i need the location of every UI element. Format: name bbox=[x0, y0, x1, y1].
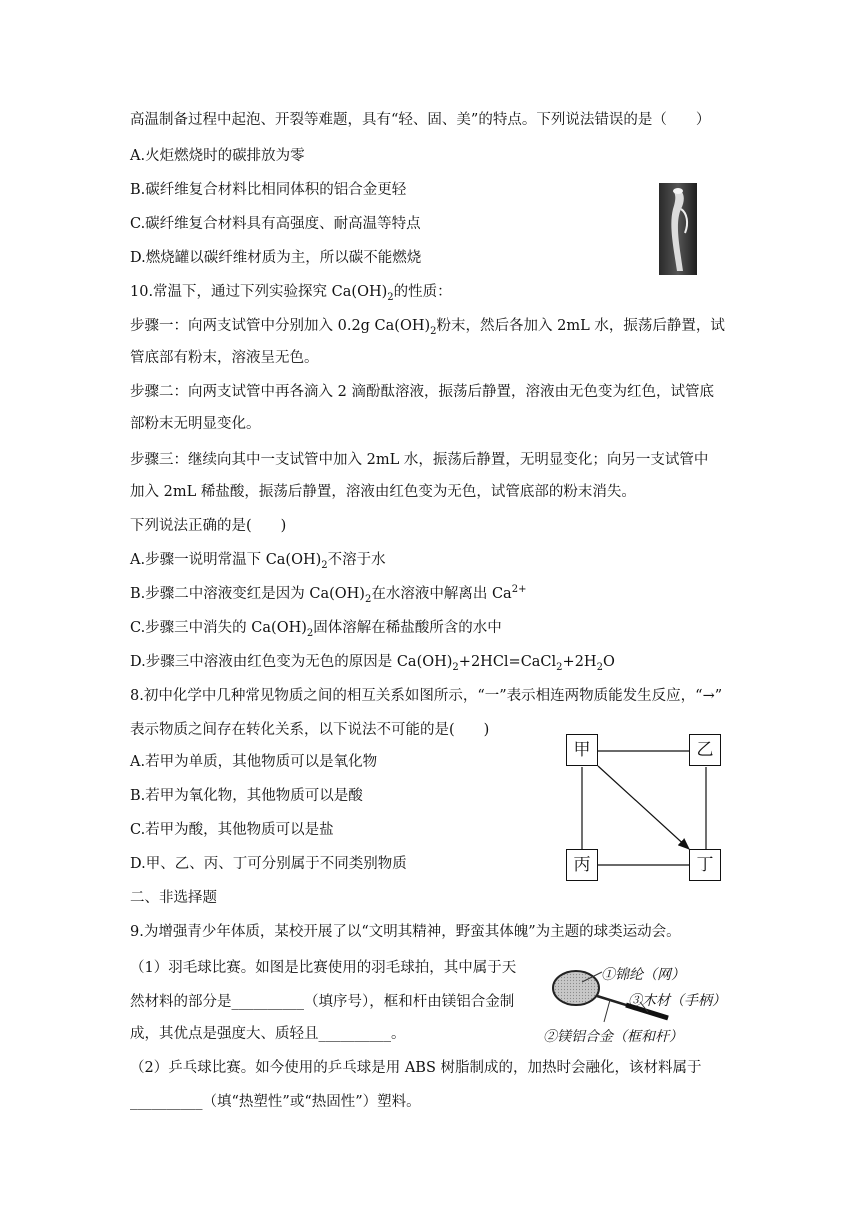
q8-option-c: C.若甲为酸，其他物质可以是盐 bbox=[130, 822, 334, 838]
q10-stem: 10.常温下，通过下列实验探究 $Ca(OH)_2$的性质： bbox=[130, 284, 452, 303]
q9-option-c: C.碳纤维复合材料具有高强度、耐高温等特点 bbox=[130, 216, 421, 232]
q10-option-a: A.步骤一说明常温下 $Ca(OH)_2$不溶于水 bbox=[130, 552, 386, 571]
racket-figure bbox=[543, 958, 738, 1048]
q9-part2-continued: __________（填“热塑性”或“热固性”）塑料。 bbox=[130, 1094, 421, 1110]
q9-part1-continued: 然材料的部分是__________（填序号），框和杆由镁铝合金制 bbox=[130, 994, 515, 1010]
q8-option-d: D.甲、乙、丙、丁可分别属于不同类别物质 bbox=[130, 856, 407, 872]
q10-step1: 步骤一：向两支试管中分别加入 0.2g $Ca(OH)_2$粉末，然后各加入 2mL 水，振荡后静置，试 bbox=[130, 318, 725, 337]
q10-step3-continued: 加入 2mL 稀盐酸，振荡后静置，溶液由红色变为无色，试管底部的粉末消失。 bbox=[130, 484, 636, 500]
q8-option-a: A.若甲为单质，其他物质可以是氧化物 bbox=[130, 754, 378, 770]
racket-label-2: ②镁铝合金（框和杆） bbox=[543, 1029, 683, 1045]
q8-option-b: B.若甲为氧化物，其他物质可以是酸 bbox=[130, 788, 363, 804]
q9-stem: 9.为增强青少年体质，某校开展了以“文明其精神，野蛮其体魄”为主题的球类运动会。 bbox=[130, 924, 681, 940]
node-bing: 丙 bbox=[566, 849, 598, 881]
racket-label-3: ③木材（手柄） bbox=[628, 993, 726, 1009]
node-ding: 丁 bbox=[689, 849, 721, 881]
q8-stem-continued: 表示物质之间存在转化关系，以下说法不可能的是( ) bbox=[130, 722, 490, 738]
q10-step3: 步骤三：继续向其中一支试管中加入 2mL 水，振荡后静置，无明显变化；向另一支试管中 bbox=[130, 452, 709, 468]
q10-question: 下列说法正确的是( ) bbox=[130, 518, 287, 534]
relation-diagram bbox=[565, 733, 725, 883]
q9-option-a: A.火炬燃烧时的碳排放为零 bbox=[130, 148, 305, 164]
q8-stem: 8.初中化学中几种常见物质之间的相互关系如图所示，“一”表示相连两物质能发生反应，“→” bbox=[130, 688, 723, 704]
torch-photo bbox=[659, 183, 697, 275]
section-heading: 二、非选择题 bbox=[130, 890, 217, 906]
node-jia: 甲 bbox=[566, 734, 598, 766]
q9-part1-end: 成，其优点是强度大、质轻且__________。 bbox=[130, 1026, 406, 1042]
node-yi: 乙 bbox=[689, 734, 721, 766]
racket-label-1: ①锦纶（网） bbox=[601, 967, 685, 983]
q10-step2-continued: 部粉末无明显变化。 bbox=[130, 416, 261, 432]
q10-option-d: D.步骤三中溶液由红色变为无色的原因是 $Ca(OH)_2+2HCl=CaCl_2+2H_2O$ bbox=[130, 654, 615, 673]
q9-part2: （2）乒乓球比赛。如今使用的乒乓球是用 ABS 树脂制成的，加热时会融化，该材料属于 bbox=[130, 1060, 702, 1076]
q9-option-d: D.燃烧罐以碳纤维材质为主，所以碳不能燃烧 bbox=[130, 250, 422, 266]
q9-part1: （1）羽毛球比赛。如图是比赛使用的羽毛球拍，其中属于天 bbox=[130, 960, 517, 976]
q9-option-b: B.碳纤维复合材料比相同体积的铝合金更轻 bbox=[130, 182, 407, 198]
q10-step1-continued: 管底部有粉末，溶液呈无色。 bbox=[130, 350, 319, 366]
q10-option-b: B.步骤二中溶液变红是因为 $Ca(OH)_2$在水溶液中解离出 $Ca^{2+}$ bbox=[130, 584, 527, 605]
q10-option-c: C.步骤三中消失的 $Ca(OH)_2$固体溶解在稀盐酸所含的水中 bbox=[130, 620, 502, 639]
q9-stem-continued: 高温制备过程中起泡、开裂等难题，具有“轻、固、美”的特点。下列说法错误的是（ ） bbox=[130, 112, 711, 128]
q10-step2: 步骤二：向两支试管中再各滴入 2 滴酚酞溶液，振荡后静置，溶液由无色变为红色，试管底 bbox=[130, 384, 714, 400]
